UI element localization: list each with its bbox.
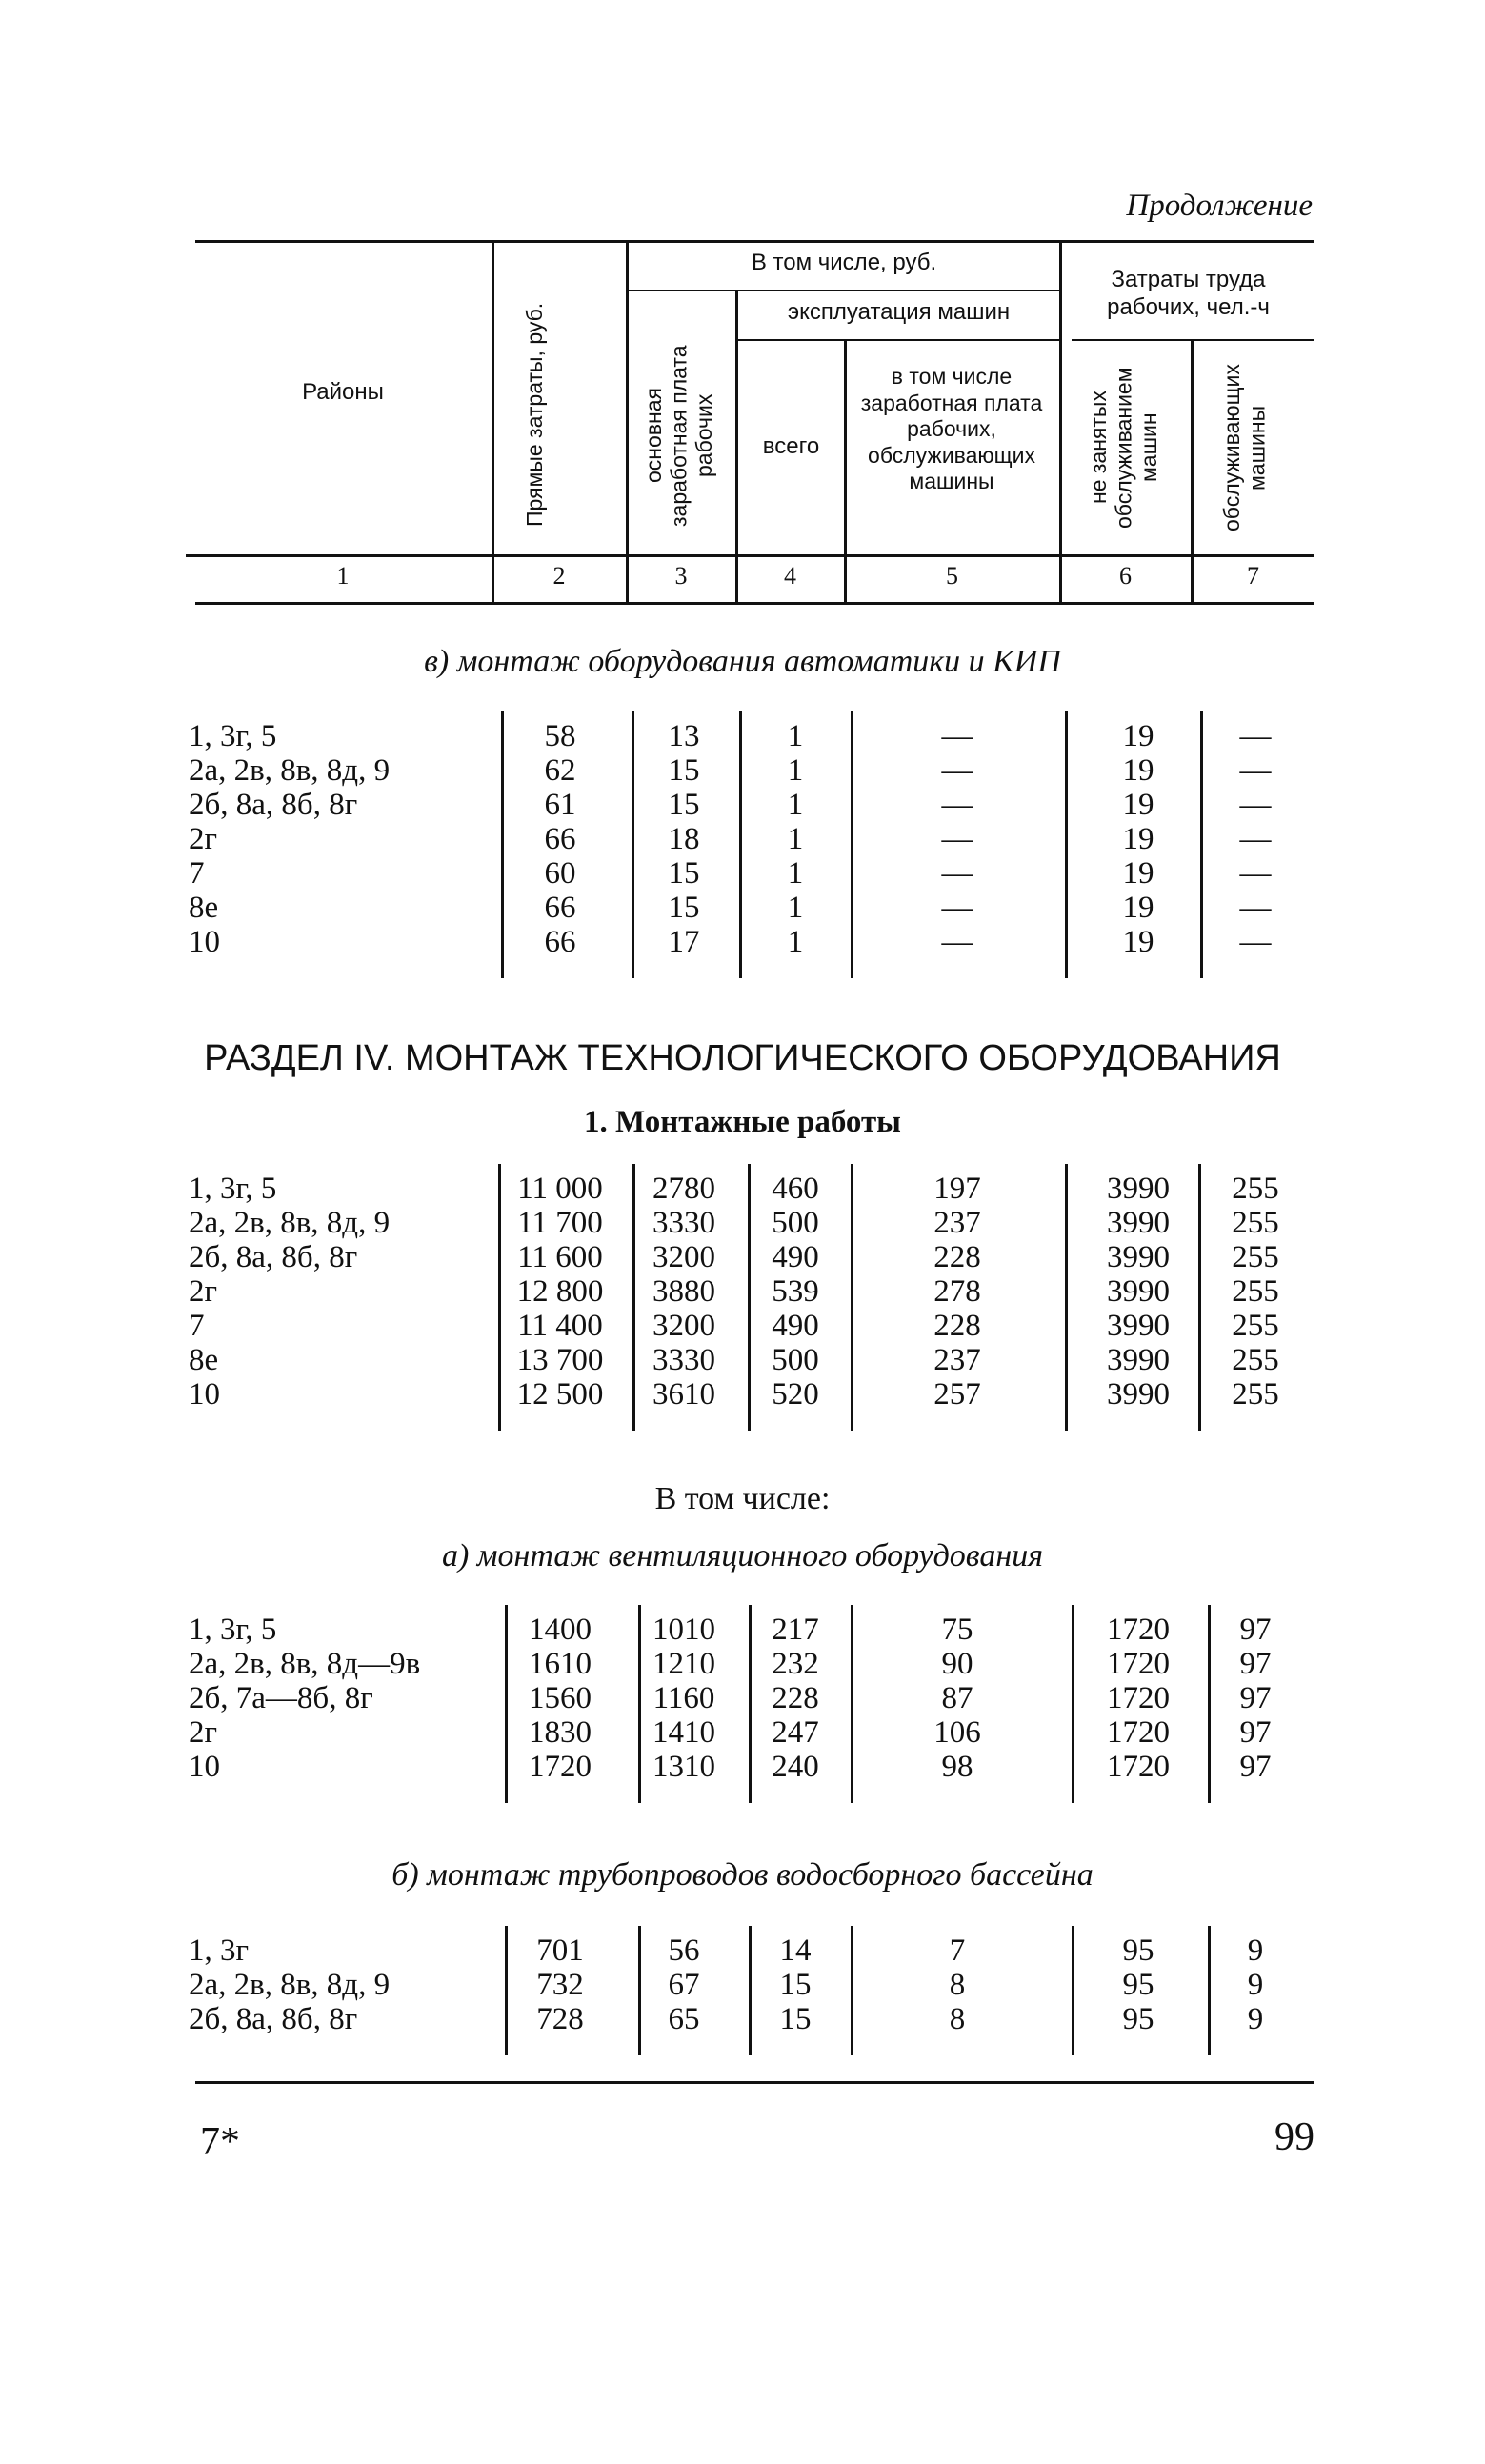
- value-cell: 60: [544, 856, 576, 891]
- district-cell: 10: [189, 1377, 220, 1412]
- value-cell: 95: [1122, 1933, 1154, 1968]
- value-cell: 13: [668, 719, 700, 753]
- value-cell: 1720: [1107, 1681, 1170, 1715]
- value-cell: 17: [668, 925, 700, 959]
- value-cell: 255: [1232, 1274, 1279, 1309]
- value-cell: 1: [787, 856, 804, 891]
- header-zarplata-mashin: в том числе заработная плата рабочих, обслуживающих машины: [860, 364, 1043, 494]
- value-cell: 106: [933, 1715, 981, 1750]
- value-cell: —: [941, 925, 973, 959]
- value-cell: 11 700: [517, 1206, 603, 1240]
- value-cell: 19: [1122, 753, 1154, 788]
- value-cell: 3990: [1107, 1274, 1170, 1309]
- value-cell: 490: [772, 1240, 819, 1274]
- value-cell: —: [941, 891, 973, 925]
- district-cell: 1, 3г, 5: [189, 719, 277, 753]
- value-cell: 15: [668, 856, 700, 891]
- value-cell: 232: [772, 1647, 819, 1681]
- value-cell: 19: [1122, 788, 1154, 822]
- value-cell: 8: [949, 2002, 966, 2036]
- district-cell: 2а, 2в, 8в, 8д, 9: [189, 753, 391, 788]
- value-cell: 1610: [529, 1647, 592, 1681]
- value-cell: 90: [941, 1647, 973, 1681]
- value-cell: 255: [1232, 1343, 1279, 1377]
- value-cell: 1160: [652, 1681, 715, 1715]
- value-cell: 1720: [529, 1750, 592, 1784]
- section-b-title: б) монтаж трубопроводов водосборного бассейна: [391, 1857, 1094, 1893]
- district-cell: 8е: [189, 1343, 219, 1377]
- footer-rule: [195, 2081, 1314, 2084]
- header-ekspluatatsiya: эксплуатация машин: [787, 299, 1011, 325]
- header-group-rule: [629, 290, 1059, 291]
- value-cell: 1720: [1107, 1715, 1170, 1750]
- value-cell: 15: [779, 1968, 812, 2002]
- table-divider: [1065, 711, 1068, 978]
- value-cell: 1: [787, 788, 804, 822]
- value-cell: 1720: [1107, 1647, 1170, 1681]
- value-cell: 1: [787, 925, 804, 959]
- district-cell: 1, 3г, 5: [189, 1613, 277, 1647]
- value-cell: 1210: [652, 1647, 715, 1681]
- value-cell: 66: [544, 925, 576, 959]
- page-number: 99: [1274, 2115, 1314, 2159]
- col-number-5: 5: [946, 562, 958, 590]
- header-osnovnaya: основная заработная плата рабочих: [641, 345, 716, 527]
- value-cell: 18: [668, 822, 700, 856]
- v-tom-chisle-title: В том числе:: [654, 1481, 831, 1516]
- value-cell: 67: [668, 1968, 700, 2002]
- value-cell: 500: [772, 1206, 819, 1240]
- value-cell: 240: [772, 1750, 819, 1784]
- header-bottom-rule: [195, 602, 1314, 605]
- district-cell: 2г: [189, 822, 218, 856]
- value-cell: 56: [668, 1933, 700, 1968]
- header-zatraty-truda: Затраты труда рабочих, чел.-ч: [1107, 267, 1270, 320]
- header-subgroup-rule: [738, 339, 1059, 341]
- value-cell: 237: [933, 1206, 981, 1240]
- value-cell: 3990: [1107, 1240, 1170, 1274]
- value-cell: 19: [1122, 891, 1154, 925]
- value-cell: 1720: [1107, 1750, 1170, 1784]
- value-cell: 58: [544, 719, 576, 753]
- value-cell: 8: [949, 1968, 966, 2002]
- value-cell: 66: [544, 822, 576, 856]
- value-cell: 66: [544, 891, 576, 925]
- value-cell: 197: [933, 1172, 981, 1206]
- col-number-7: 7: [1247, 562, 1259, 590]
- value-cell: 15: [779, 2002, 812, 2036]
- value-cell: 228: [933, 1240, 981, 1274]
- header-rayony: Районы: [302, 379, 384, 405]
- district-cell: 2г: [189, 1715, 218, 1750]
- col-number-2: 2: [552, 562, 566, 590]
- value-cell: 14: [779, 1933, 812, 1968]
- district-cell: 2а, 2в, 8в, 8д—9в: [189, 1647, 421, 1681]
- value-cell: 11 000: [517, 1172, 603, 1206]
- value-cell: 95: [1122, 1968, 1154, 2002]
- value-cell: 12 500: [516, 1377, 604, 1412]
- value-cell: 9: [1247, 2002, 1264, 2036]
- value-cell: 1: [787, 753, 804, 788]
- value-cell: 1410: [652, 1715, 715, 1750]
- value-cell: 15: [668, 788, 700, 822]
- district-cell: 2б, 8а, 8б, 8г: [189, 788, 358, 822]
- value-cell: 217: [772, 1613, 819, 1647]
- value-cell: 460: [772, 1172, 819, 1206]
- value-cell: 19: [1122, 856, 1154, 891]
- value-cell: 1: [787, 719, 804, 753]
- section-a-title: а) монтаж вентиляционного оборудования: [441, 1538, 1044, 1573]
- value-cell: —: [941, 822, 973, 856]
- value-cell: 539: [772, 1274, 819, 1309]
- value-cell: 62: [544, 753, 576, 788]
- value-cell: 9: [1247, 1933, 1264, 1968]
- value-cell: 520: [772, 1377, 819, 1412]
- value-cell: 2780: [652, 1172, 715, 1206]
- district-cell: 7: [189, 1309, 205, 1343]
- col-number-1: 1: [336, 562, 350, 590]
- value-cell: 97: [1239, 1613, 1272, 1647]
- value-cell: 15: [668, 891, 700, 925]
- value-cell: 61: [544, 788, 576, 822]
- value-cell: 97: [1239, 1681, 1272, 1715]
- value-cell: —: [1239, 719, 1272, 753]
- value-cell: 97: [1239, 1715, 1272, 1750]
- value-cell: 3200: [652, 1240, 715, 1274]
- value-cell: 1010: [652, 1613, 715, 1647]
- value-cell: 3990: [1107, 1343, 1170, 1377]
- value-cell: 1560: [529, 1681, 592, 1715]
- value-cell: 1310: [652, 1750, 715, 1784]
- col-number-6: 6: [1119, 562, 1132, 590]
- value-cell: 13 700: [516, 1343, 604, 1377]
- value-cell: 15: [668, 753, 700, 788]
- value-cell: 278: [933, 1274, 981, 1309]
- value-cell: 65: [668, 2002, 700, 2036]
- header-top-rule: [195, 240, 1314, 243]
- value-cell: 1400: [529, 1613, 592, 1647]
- value-cell: 255: [1232, 1240, 1279, 1274]
- header-mid-rule: [186, 554, 1314, 557]
- district-cell: 2б, 8а, 8б, 8г: [189, 1240, 358, 1274]
- value-cell: 97: [1239, 1750, 1272, 1784]
- district-cell: 7: [189, 856, 205, 891]
- value-cell: 3330: [652, 1343, 715, 1377]
- razdel-title: РАЗДЕЛ IV. МОНТАЖ ТЕХНОЛОГИЧЕСКОГО ОБОРУДОВАНИЯ: [204, 1038, 1281, 1078]
- district-cell: 2б, 7а—8б, 8г: [189, 1681, 373, 1715]
- col-number-4: 4: [784, 562, 796, 590]
- value-cell: —: [941, 788, 973, 822]
- value-cell: 9: [1247, 1968, 1264, 2002]
- value-cell: —: [1239, 822, 1272, 856]
- value-cell: 75: [941, 1613, 973, 1647]
- value-cell: 228: [933, 1309, 981, 1343]
- value-cell: —: [1239, 856, 1272, 891]
- value-cell: 490: [772, 1309, 819, 1343]
- value-cell: 3990: [1107, 1206, 1170, 1240]
- district-cell: 2г: [189, 1274, 218, 1309]
- value-cell: 728: [536, 2002, 584, 2036]
- value-cell: 3990: [1107, 1377, 1170, 1412]
- value-cell: 3330: [652, 1206, 715, 1240]
- value-cell: 247: [772, 1715, 819, 1750]
- montazh-title: 1. Монтажные работы: [584, 1105, 901, 1139]
- value-cell: 3990: [1107, 1172, 1170, 1206]
- value-cell: 255: [1232, 1206, 1279, 1240]
- value-cell: 11 400: [517, 1309, 603, 1343]
- value-cell: 3200: [652, 1309, 715, 1343]
- value-cell: 1: [787, 822, 804, 856]
- continuation-label: Продолжение: [1126, 189, 1313, 223]
- value-cell: 11 600: [517, 1240, 603, 1274]
- value-cell: 255: [1232, 1309, 1279, 1343]
- value-cell: —: [1239, 891, 1272, 925]
- header-obsluzhivayushchih: обслуживающих машины: [1219, 364, 1270, 531]
- district-cell: 8е: [189, 891, 219, 925]
- value-cell: 3990: [1107, 1309, 1170, 1343]
- value-cell: 3610: [652, 1377, 715, 1412]
- value-cell: 7: [949, 1933, 966, 1968]
- value-cell: 97: [1239, 1647, 1272, 1681]
- value-cell: 732: [536, 1968, 584, 2002]
- value-cell: 19: [1122, 822, 1154, 856]
- footer-signature: 7*: [200, 2120, 240, 2164]
- value-cell: 98: [941, 1750, 973, 1784]
- section-v-title: в) монтаж оборудования автоматики и КИП: [424, 644, 1061, 679]
- district-cell: 1, 3г: [189, 1933, 250, 1968]
- value-cell: 1830: [529, 1715, 592, 1750]
- value-cell: 228: [772, 1681, 819, 1715]
- district-cell: 1, 3г, 5: [189, 1172, 277, 1206]
- value-cell: 1: [787, 891, 804, 925]
- value-cell: 255: [1232, 1377, 1279, 1412]
- value-cell: 87: [941, 1681, 973, 1715]
- value-cell: 237: [933, 1343, 981, 1377]
- district-cell: 10: [189, 1750, 220, 1784]
- value-cell: 12 800: [516, 1274, 604, 1309]
- value-cell: —: [1239, 925, 1272, 959]
- district-cell: 2б, 8а, 8б, 8г: [189, 2002, 358, 2036]
- table-divider: [1065, 1164, 1068, 1431]
- value-cell: —: [1239, 753, 1272, 788]
- district-cell: 2а, 2в, 8в, 8д, 9: [189, 1206, 391, 1240]
- value-cell: —: [941, 753, 973, 788]
- value-cell: 701: [536, 1933, 584, 1968]
- district-cell: 2а, 2в, 8в, 8д, 9: [189, 1968, 391, 2002]
- district-cell: 10: [189, 925, 220, 959]
- value-cell: 1720: [1107, 1613, 1170, 1647]
- col-number-3: 3: [674, 562, 688, 590]
- value-cell: —: [941, 856, 973, 891]
- value-cell: 500: [772, 1343, 819, 1377]
- header-ne-zanyatyh: не занятых обслуживанием машин: [1086, 367, 1161, 529]
- header-vsego: всего: [762, 433, 820, 459]
- header-v-tom-chisle: В том числе, руб.: [751, 250, 937, 275]
- value-cell: 255: [1232, 1172, 1279, 1206]
- value-cell: 3880: [652, 1274, 715, 1309]
- value-cell: —: [1239, 788, 1272, 822]
- value-cell: 257: [933, 1377, 981, 1412]
- value-cell: —: [941, 719, 973, 753]
- value-cell: 19: [1122, 719, 1154, 753]
- header-pryamye: Прямые затраты, руб.: [522, 302, 547, 527]
- value-cell: 95: [1122, 2002, 1154, 2036]
- value-cell: 19: [1122, 925, 1154, 959]
